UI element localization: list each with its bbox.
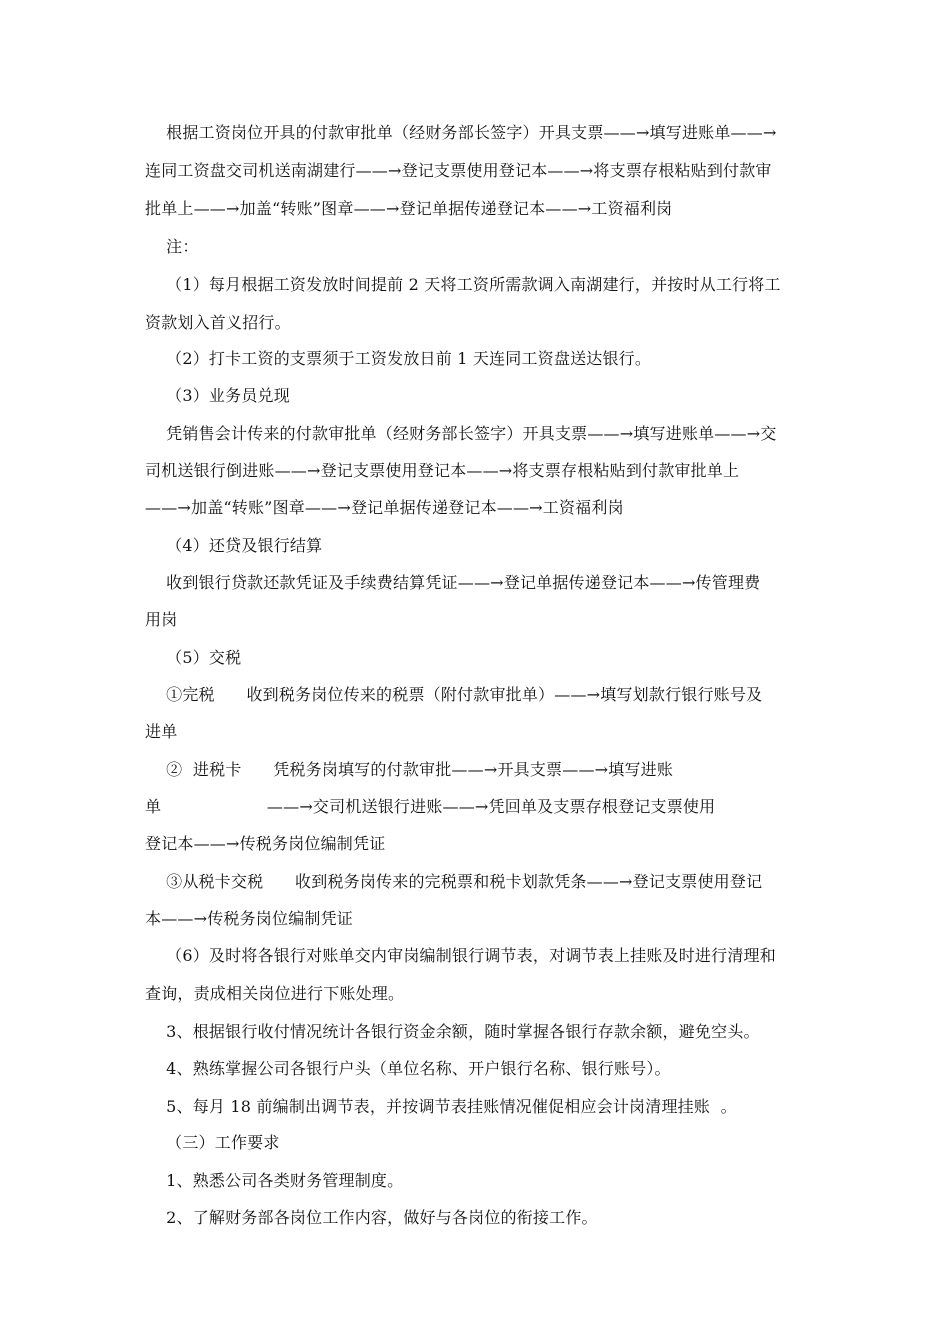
text-line: ——→加盖“转账”图章——→登记单据传递登记本——→工资福利岗 [145,498,624,517]
text-line: 司机送银行倒进账——→登记支票使用登记本——→将支票存根粘贴到付款审批单上 [145,461,740,480]
text-line: 1、熟悉公司各类财务管理制度。 [145,1171,404,1190]
text-line: ①完税 收到税务岗位传来的税票（附付款审批单）——→填写划款行银行账号及 [145,685,763,704]
text-line: （4）还贷及银行结算 [145,536,323,555]
text-line: 进单 [145,722,178,741]
text-line: 注： [145,237,199,256]
text-line: 批单上——→加盖“转账”图章——→登记单据传递登记本——→工资福利岗 [145,199,673,218]
text-line: ② 进税卡 凭税务岗填写的付款审批——→开具支票——→填写进账 [145,760,674,779]
text-line: （3）业务员兑现 [145,386,290,405]
text-line: 5、每月 18 前编制出调节表，并按调节表挂账情况催促相应会计岗清理挂账 。 [145,1097,737,1116]
text-line: 2、了解财务部各岗位工作内容，做好与各岗位的衔接工作。 [145,1208,598,1227]
text-line: 用岗 [145,610,178,629]
text-line: 资款划入首义招行。 [145,313,291,332]
text-line: 根据工资岗位开具的付款审批单（经财务部长签字）开具支票——→填写进账单——→ [145,123,777,142]
text-line: 凭销售会计传来的付款审批单（经财务部长签字）开具支票——→填写进账单——→交 [145,424,777,443]
text-line: 3、根据银行收付情况统计各银行资金余额，随时掌握各银行存款余额，避免空头。 [145,1022,760,1041]
text-line: （三）工作要求 [145,1133,280,1152]
text-line: 本——→传税务岗位编制凭证 [145,909,354,928]
text-line: 连同工资盘交司机送南湖建行——→登记支票使用登记本——→将支票存根粘贴到付款审 [145,161,772,180]
text-line: （2）打卡工资的支票须于工资发放日前 1 天连同工资盘送达银行。 [145,349,652,368]
text-line: 登记本——→传税务岗位编制凭证 [145,834,386,853]
text-line: 单 ——→交司机送银行进账——→凭回单及支票存根登记支票使用 [145,797,716,816]
text-line: 收到银行贷款还款凭证及手续费结算凭证——→登记单据传递登记本——→传管理费 [145,573,761,592]
text-line: （1）每月根据工资发放时间提前 2 天将工资所需款调入南湖建行，并按时从工行将工 [145,275,781,294]
text-line: ③从税卡交税 收到税务岗传来的完税票和税卡划款凭条——→登记支票使用登记 [145,872,763,891]
text-line: （6）及时将各银行对账单交内审岗编制银行调节表，对调节表上挂账及时进行清理和 [145,946,776,965]
text-line: 4、熟练掌握公司各银行户头（单位名称、开户银行名称、银行账号）。 [145,1059,671,1078]
text-line: （5）交税 [145,648,242,667]
text-line: 查询，责成相关岗位进行下账处理。 [145,984,405,1003]
